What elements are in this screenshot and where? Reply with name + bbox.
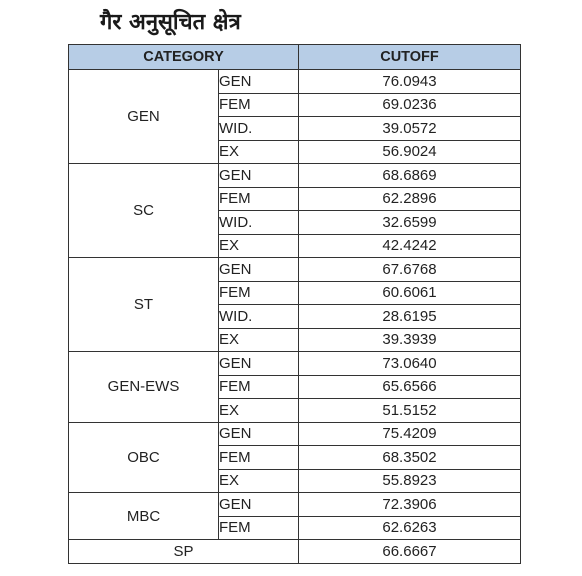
category-cell-gen: GEN: [69, 70, 219, 164]
subcategory-cell: EX: [219, 469, 299, 493]
table-row: [69, 258, 521, 282]
subcategory-cell: GEN: [219, 258, 299, 282]
category-cell-mbc: MBC: [69, 493, 219, 540]
cutoff-cell: 28.6195: [299, 305, 521, 329]
subcategory-cell: EX: [219, 234, 299, 258]
cutoff-cell: 32.6599: [299, 211, 521, 235]
subcategory-cell: GEN: [219, 493, 299, 517]
table-row-sp: [69, 540, 521, 564]
table-row: [69, 70, 521, 94]
category-cell-gen-ews: GEN-EWS: [69, 352, 219, 423]
table-row: [69, 493, 521, 517]
subcategory-cell: FEM: [219, 93, 299, 117]
cutoff-cell: 72.3906: [299, 493, 521, 517]
cutoff-cell: 56.9024: [299, 140, 521, 164]
subcategory-cell: GEN: [219, 352, 299, 376]
cutoff-cell: 75.4209: [299, 422, 521, 446]
subcategory-cell: GEN: [219, 164, 299, 188]
cutoff-cell: 66.6667: [299, 540, 521, 564]
table-row: [69, 352, 521, 376]
cutoff-cell: 68.3502: [299, 446, 521, 470]
subcategory-cell: WID.: [219, 305, 299, 329]
cutoff-cell: 62.2896: [299, 187, 521, 211]
table-row: [69, 422, 521, 446]
cutoff-cell: 60.6061: [299, 281, 521, 305]
cutoff-cell: 76.0943: [299, 70, 521, 94]
category-cell-obc: OBC: [69, 422, 219, 493]
cutoff-cell: 42.4242: [299, 234, 521, 258]
subcategory-cell: EX: [219, 399, 299, 423]
cutoff-cell: 62.6263: [299, 516, 521, 540]
cutoff-header: CUTOFF: [299, 45, 521, 70]
subcategory-cell: WID.: [219, 117, 299, 141]
cutoff-cell: 69.0236: [299, 93, 521, 117]
subcategory-cell: GEN: [219, 70, 299, 94]
cutoff-cell: 39.0572: [299, 117, 521, 141]
subcategory-cell: GEN: [219, 422, 299, 446]
cutoff-cell: 65.6566: [299, 375, 521, 399]
cutoff-cell: 55.8923: [299, 469, 521, 493]
subcategory-cell: FEM: [219, 281, 299, 305]
category-cell-sc: SC: [69, 164, 219, 258]
cutoff-table: [68, 44, 521, 564]
category-header: CATEGORY: [69, 45, 299, 70]
subcategory-cell: FEM: [219, 375, 299, 399]
cutoff-cell: 51.5152: [299, 399, 521, 423]
subcategory-cell: FEM: [219, 187, 299, 211]
subcategory-cell: EX: [219, 140, 299, 164]
subcategory-cell: FEM: [219, 446, 299, 470]
table-row: [69, 164, 521, 188]
cutoff-cell: 39.3939: [299, 328, 521, 352]
table-body: [69, 70, 521, 564]
cutoff-cell: 73.0640: [299, 352, 521, 376]
header-row: [69, 45, 521, 70]
subcategory-cell: FEM: [219, 516, 299, 540]
table-header: [69, 45, 521, 70]
subcategory-cell: EX: [219, 328, 299, 352]
page-title: गैर अनुसूचित क्षेत्र: [100, 10, 241, 35]
category-cell-st: ST: [69, 258, 219, 352]
cutoff-cell: 68.6869: [299, 164, 521, 188]
subcategory-cell: WID.: [219, 211, 299, 235]
category-cell-sp: SP: [69, 540, 299, 564]
cutoff-cell: 67.6768: [299, 258, 521, 282]
